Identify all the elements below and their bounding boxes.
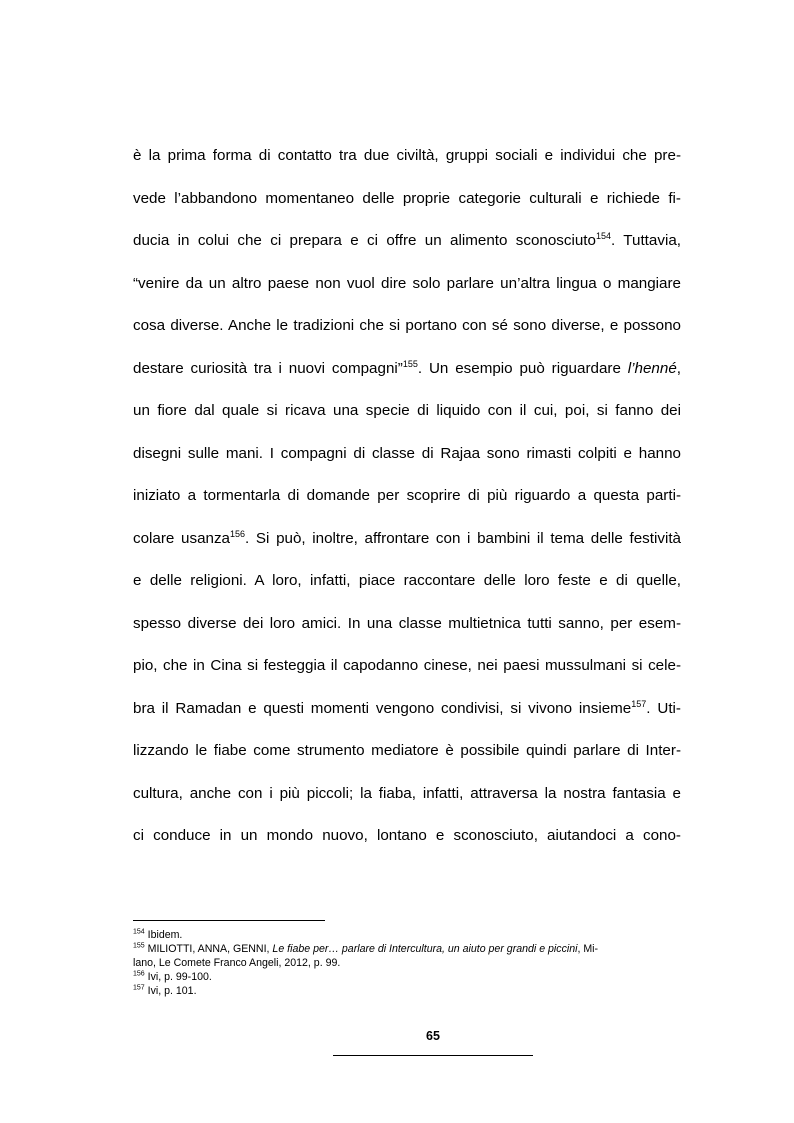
body-line (133, 735, 681, 778)
text-run: Ivi, p. 101. (144, 985, 197, 997)
body-line (133, 353, 681, 396)
footnote (133, 984, 681, 998)
text-run: spesso diverse dei loro amici. In una classe multietnica tutti sanno, per esem- (133, 614, 681, 632)
body-line (133, 140, 681, 183)
body-line (133, 268, 681, 311)
footnote-ref: 154 (595, 230, 612, 241)
text-run: . Un esempio può riguardare (417, 359, 628, 377)
footnote (133, 928, 681, 942)
text-run: e delle religioni. A loro, infatti, piace raccontare delle loro feste e di quelle, (133, 572, 681, 589)
body-line (133, 183, 681, 226)
text-run: cultura, anche con i più piccoli; la fiaba, infatti, attraversa la nostra fantasia e (133, 784, 681, 802)
text-run: “venire da un altro paese non vuol dire solo parlare un’altra lingua o mangiare (133, 274, 681, 292)
text-run: destare curiosità tra i nuovi compagni” (133, 359, 403, 377)
footnote (133, 970, 681, 984)
body-line (133, 650, 681, 693)
footnote (133, 956, 681, 970)
body-line (133, 225, 681, 268)
body-line (133, 480, 681, 523)
text-run: pio, che in Cina si festeggia il capodanno cinese, nei paesi mussulmani si cele- (133, 657, 681, 674)
text-run: Ivi, p. 99-100. (144, 971, 212, 983)
body-line (133, 608, 681, 651)
footnote-ref: 156 (230, 528, 246, 539)
body-text (133, 140, 681, 863)
text-run: lano, Le Comete Franco Angeli, 2012, p. 99. (133, 957, 341, 969)
footnotes (133, 928, 681, 998)
footnote-ref: 154 (133, 928, 145, 936)
text-run: . Si può, inoltre, affrontare con i bambini il tema delle festività (245, 529, 681, 547)
text-run: iniziato a tormentarla di domande per scoprire di più riguardo a questa parti- (133, 487, 681, 504)
text-run: bra il Ramadan e questi momenti vengono condivisi, si vivono insieme (133, 699, 632, 717)
text-run: ci conduce in un mondo nuovo, lontano e sconosciuto, aiutandoci a cono- (133, 827, 681, 844)
footnote-ref: 156 (133, 970, 145, 978)
body-line (133, 693, 681, 736)
text-run: disegni sulle mani. I compagni di classe di Rajaa sono rimasti colpiti e hanno (133, 444, 681, 462)
text-run: ducia in colui che ci prepara e ci offre un alimento sconosciuto (133, 232, 596, 249)
body-line (133, 310, 681, 353)
text-run: lizzando le fiabe come strumento mediatore è possibile quindi parlare di Inter- (133, 742, 681, 759)
text-run: un fiore dal quale si ricava una specie di liquido con il cui, poi, si fanno dei (133, 402, 681, 419)
footnote-ref: 157 (133, 984, 145, 992)
footnote-ref: 155 (133, 942, 145, 950)
text-run: colare usanza (133, 529, 230, 547)
text-run: , (676, 359, 681, 377)
body-line (133, 523, 681, 566)
footnote-separator (133, 920, 325, 921)
italic-text: Le fiabe per… parlare di Intercultura, un aiuto per grandi e piccini (272, 943, 578, 955)
text-run: , Mi- (577, 943, 599, 955)
text-run: . Tuttavia, (611, 232, 681, 249)
text-run: MILIOTTI, ANNA, GENNI, (144, 943, 273, 955)
text-run: vede l’abbandono momentaneo delle proprie categorie culturali e richiede fi- (133, 189, 681, 207)
body-line (133, 395, 681, 438)
text-run: Ibidem. (144, 929, 183, 941)
body-line (133, 565, 681, 608)
footnote-ref: 155 (402, 358, 418, 369)
footnote (133, 942, 681, 956)
page-number-rule (333, 1055, 533, 1056)
page-number: 65 (426, 1029, 440, 1043)
text-run: è la prima forma di contatto tra due civiltà, gruppi sociali e individui che pre- (133, 147, 681, 164)
text-run: . Uti- (646, 699, 681, 717)
italic-text: l’henné (627, 359, 677, 377)
text-run: cosa diverse. Anche le tradizioni che si portano con sé sono diverse, e possono (133, 317, 681, 334)
body-line (133, 820, 681, 863)
body-line (133, 778, 681, 821)
footnote-ref: 157 (631, 698, 647, 709)
body-line (133, 438, 681, 481)
